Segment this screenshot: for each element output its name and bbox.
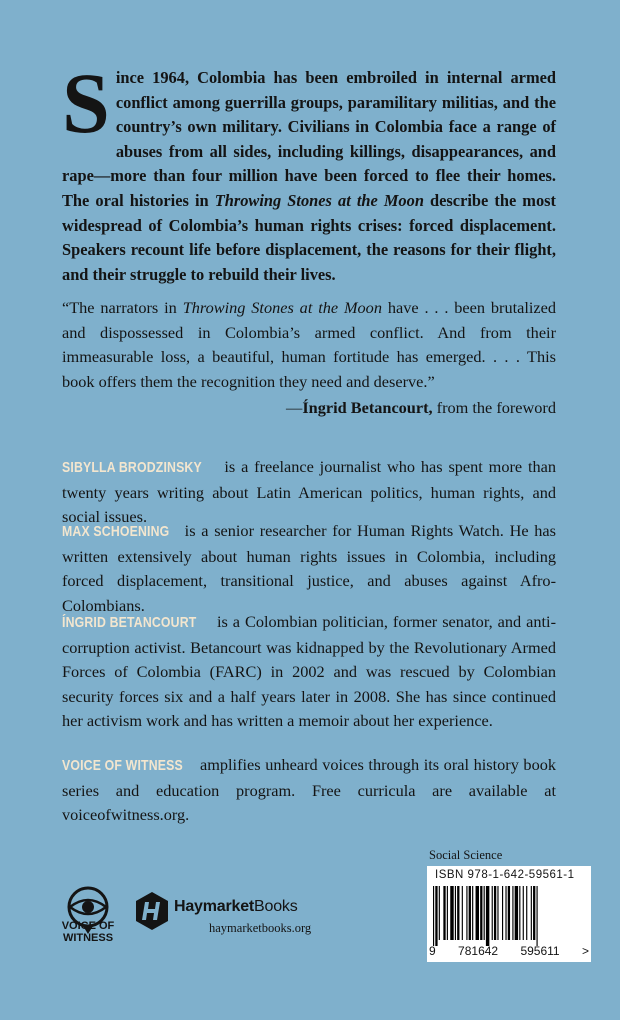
- foreword-quote: [62, 296, 556, 394]
- barcode-bar: [519, 886, 520, 940]
- bio-name: SIBYLLA BRODZINSKY: [62, 459, 202, 476]
- attribution-dash: —: [286, 398, 303, 417]
- barcode-bar: [537, 886, 538, 946]
- bio-text: amplifies unheard voices through its oral history book series and education program. Free curricula are available at voiceofwitness.org.: [62, 755, 556, 824]
- barcode-digit-group: 781642: [458, 944, 499, 958]
- vow-line2: WITNESS: [62, 932, 114, 944]
- barcode-bar: [433, 886, 434, 946]
- barcode-bar: [502, 886, 503, 940]
- barcode-bar: [435, 886, 437, 946]
- bio-name: MAX SCHOENING: [62, 523, 170, 540]
- attribution-name: Íngrid Betancourt,: [302, 398, 433, 417]
- barcode-bar: [472, 886, 473, 940]
- barcode-bar: [526, 886, 527, 940]
- barcode-bar: [476, 886, 479, 940]
- bio-voice-of-witness: [62, 753, 556, 828]
- barcode-bar: [447, 886, 448, 940]
- voice-of-witness-logo-text: [58, 920, 118, 944]
- barcode-bar: [512, 886, 513, 940]
- barcode-bar: [439, 886, 440, 940]
- barcode-bar: [466, 886, 467, 940]
- bio-betancourt: [62, 610, 556, 734]
- barcode-digit-group: 9: [429, 944, 436, 958]
- isbn-barcode: [427, 866, 591, 962]
- barcode-bar: [486, 886, 489, 946]
- barcode-bar: [462, 886, 463, 940]
- description-text-1: ince 1964, Colombia has been embroiled in internal armed conflict among guerrilla groups, paramilitary militias, and the country’s own military. Civilians in Colombia face a range of abuses from all sides, including killings, disappearances, and rape—more than four million have been forced to flee their homes. The oral histories in: [62, 68, 556, 210]
- book-title-italic: Throwing Stones at the Moon: [214, 190, 424, 210]
- bio-name: ÍNGRID BETANCOURT: [62, 614, 197, 631]
- haymarket-books-name: [174, 898, 298, 916]
- book-description: [62, 55, 556, 287]
- barcode-bar: [443, 886, 445, 940]
- barcode-bar: [492, 886, 493, 940]
- barcode-bar: [457, 886, 459, 940]
- bio-text: is a freelance journalist who has spent more than twenty years writing about Latin American politics, human rights, and social issues.: [62, 457, 556, 526]
- barcode-bars: [433, 886, 585, 946]
- haymarket-light: Books: [254, 898, 298, 915]
- bio-schoening: [62, 519, 556, 618]
- haymarket-bold: Haymarket: [174, 898, 255, 915]
- barcode-bar: [505, 886, 506, 940]
- vow-line1: VOICE OF: [61, 920, 115, 932]
- barcode-bar: [515, 886, 518, 940]
- subject-category: Social Science: [429, 848, 503, 862]
- barcode-bar: [484, 886, 485, 940]
- drop-cap: S: [62, 55, 110, 151]
- bio-text: is a Colombian politician, former senator, and anti-corruption activist. Betancourt was kidnapped by the Revolutionary Armed Forces of Colombia (FARC) in 2002 and was rescued by Colombian security forces six and a half years later in 2008. She has since continued her activism work and has written a memoir about her experience.: [62, 612, 556, 730]
- barcode-bar: [469, 886, 471, 940]
- barcode-bar: [533, 886, 535, 940]
- barcode-digit-group: >: [581, 944, 589, 958]
- isbn-label: ISBN 978-1-642-59561-1: [435, 869, 575, 881]
- quote-attribution: [62, 396, 556, 420]
- barcode-bar: [497, 886, 498, 940]
- description-text-2: describe the most widespread of Colombia’s human rights crises: forced displacement. Speakers recount life before displacement, the reasons for their flight, and their struggle to rebuild their lives.: [62, 190, 556, 284]
- attribution-source: from the foreword: [432, 398, 556, 417]
- quote-book-title: Throwing Stones at the Moon: [182, 298, 382, 317]
- barcode-bar: [508, 886, 510, 940]
- haymarket-url: haymarketbooks.org: [209, 921, 312, 935]
- barcode-digits: [429, 944, 589, 958]
- quote-text-1: “The narrators in: [62, 298, 183, 317]
- barcode-bar: [523, 886, 524, 940]
- barcode-bar: [450, 886, 453, 940]
- barcode-digit-group: 595611: [520, 944, 560, 958]
- bio-name: VOICE OF WITNESS: [62, 757, 183, 774]
- haymarket-h-icon: [134, 890, 170, 932]
- barcode-bar: [531, 886, 532, 940]
- barcode-bar: [494, 886, 496, 940]
- quote-text-2: have . . . been brutalized and dispossessed in Colombia’s armed conflict. And from their immeasurable loss, a beautiful, human fortitude has emerged. . . . This book offers them the recognition they need and deserve.”: [62, 298, 556, 391]
- barcode-bar: [480, 886, 482, 940]
- barcode-bar: [455, 886, 456, 940]
- bio-text: is a senior researcher for Human Rights Watch. He has written extensively about human rights issues in Colombia, including forced displacement, transitional justice, and abuses against Afro-Colombians.: [62, 521, 556, 615]
